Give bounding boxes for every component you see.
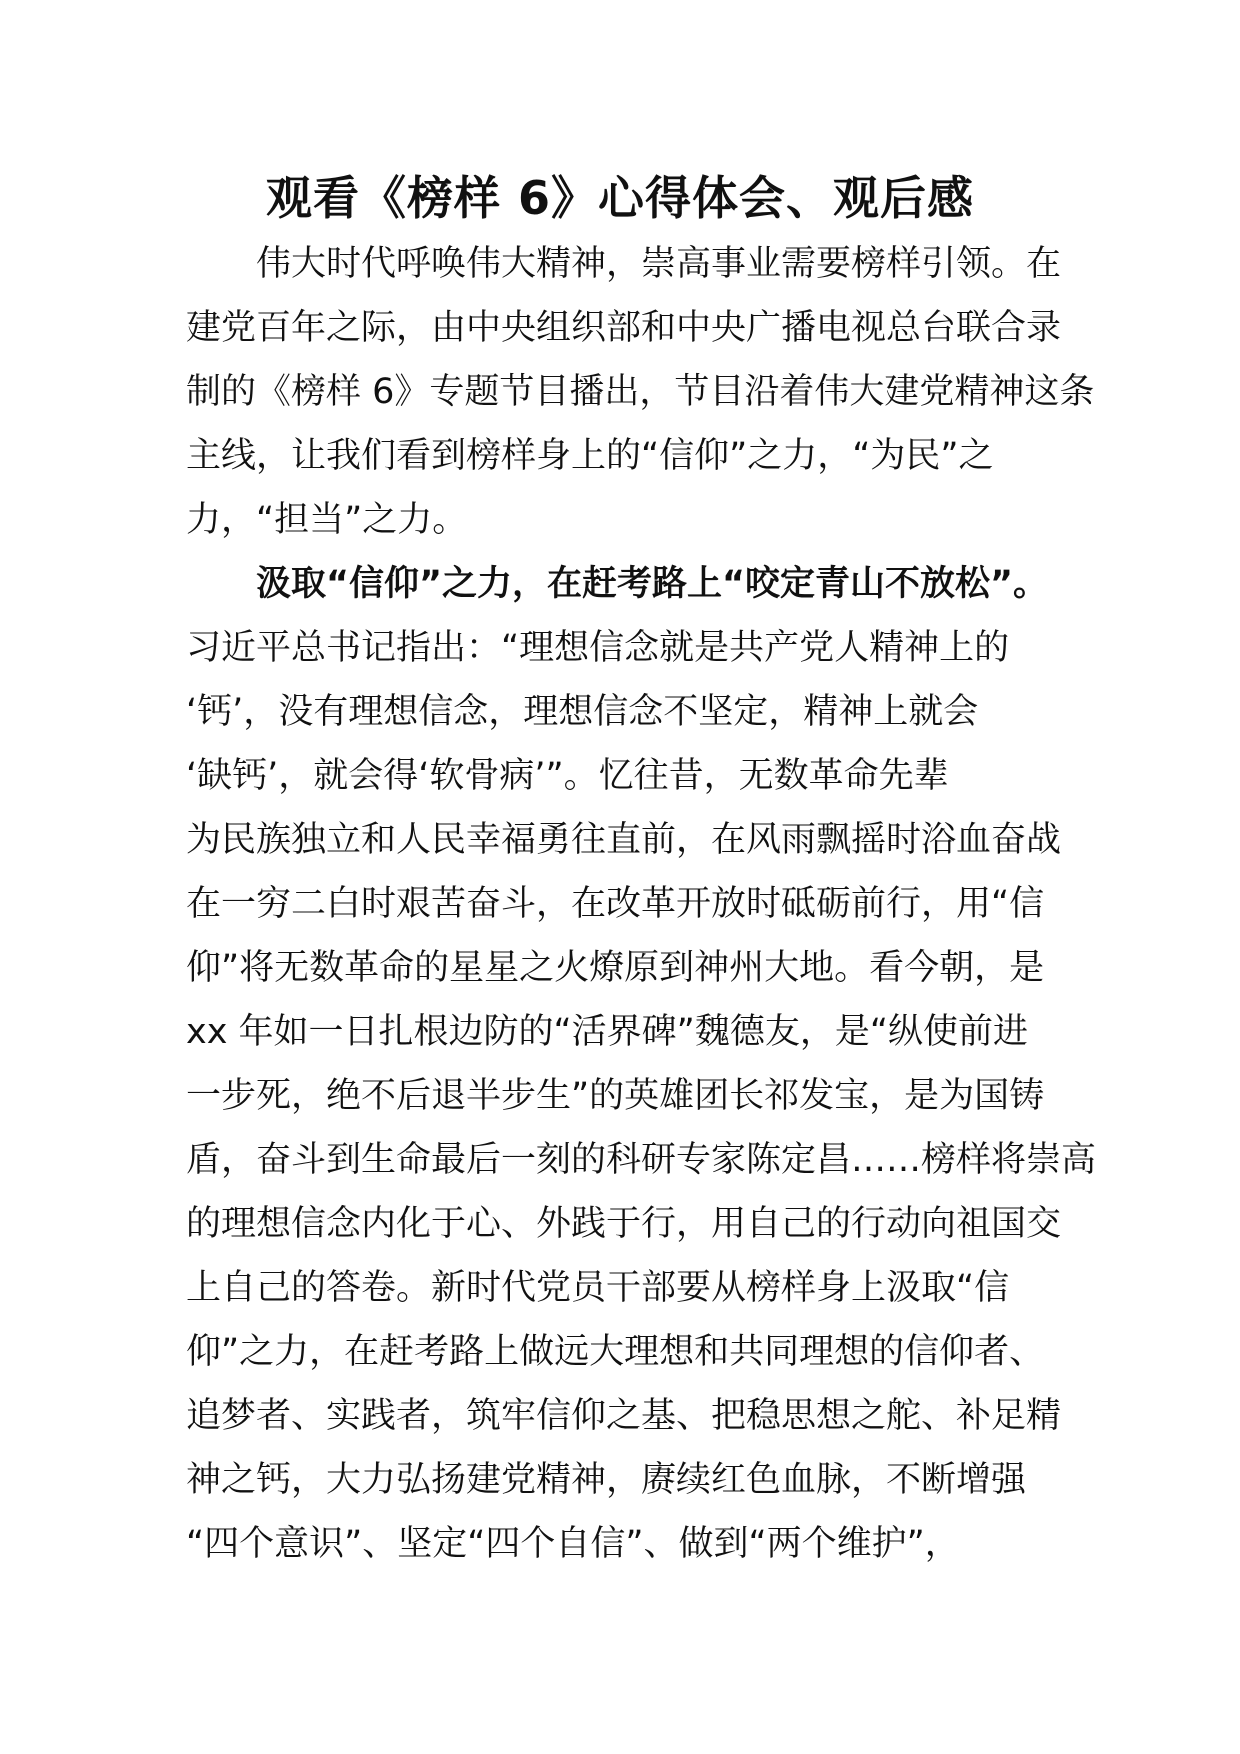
paragraph-2-line-10: 的理想信念内化于心、外践于行，用自己的行动向祖国交 [186, 1204, 1062, 1244]
paragraph-1-line-3: 制的《榜样 6》专题节目播出，节目沿着伟大建党精神这条 [186, 372, 1095, 412]
paragraph-2-line-13: 追梦者、实践者，筑牢信仰之基、把稳思想之舵、补足精 [186, 1396, 1062, 1436]
paragraph-1-line-1: 伟大时代呼唤伟大精神，崇高事业需要榜样引领。在 [256, 244, 1062, 284]
paragraph-2-line-11: 上自己的答卷。新时代党员干部要从榜样身上汲取“信 [186, 1268, 1010, 1308]
document-title: 观看《榜样 6》心得体会、观后感 [265, 171, 975, 225]
paragraph-2-line-5: 在一穷二白时艰苦奋斗，在改革开放时砥砺前行，用“信 [186, 884, 1045, 924]
paragraph-2-line-9: 盾，奋斗到生命最后一刻的科研专家陈定昌……榜样将崇高 [186, 1140, 1097, 1180]
paragraph-2-line-14: 神之钙，大力弘扬建党精神，赓续红色血脉，不断增强 [186, 1460, 1027, 1500]
paragraph-2-line-4: 为民族独立和人民幸福勇往直前，在风雨飘摇时浴血奋战 [186, 820, 1062, 860]
paragraph-2-line-7: xx 年如一日扎根边防的“活界碑”魏德友，是“纵使前进 [186, 1012, 1028, 1052]
paragraph-2-line-2: ‘钙’，没有理想信念，理想信念不坚定，精神上就会 [186, 692, 979, 732]
paragraph-2-line-1: 习近平总书记指出：“理想信念就是共产党人精神上的 [186, 628, 1010, 668]
paragraph-2-line-15: “四个意识”、坚定“四个自信”、做到“两个维护”， [186, 1524, 960, 1564]
paragraph-2-line-12: 仰”之力，在赶考路上做远大理想和共同理想的信仰者、 [186, 1332, 1045, 1372]
paragraph-2-line-6: 仰”将无数革命的星星之火燎原到神州大地。看今朝，是 [186, 948, 1045, 988]
paragraph-2-line-3: ‘缺钙’，就会得‘软骨病’”。忆往昔，无数革命先辈 [186, 756, 949, 796]
paragraph-1-line-2: 建党百年之际，由中央组织部和中央广播电视总台联合录 [186, 308, 1062, 348]
section-heading: 汲取“信仰”之力，在赶考路上“咬定青山不放松”。 [256, 564, 1049, 604]
paragraph-1-line-5: 力，“担当”之力。 [186, 500, 468, 540]
paragraph-2-line-8: 一步死，绝不后退半步生”的英雄团长祁发宝，是为国铸 [186, 1076, 1045, 1116]
paragraph-1-line-4: 主线，让我们看到榜样身上的“信仰”之力，“为民”之 [186, 436, 994, 476]
